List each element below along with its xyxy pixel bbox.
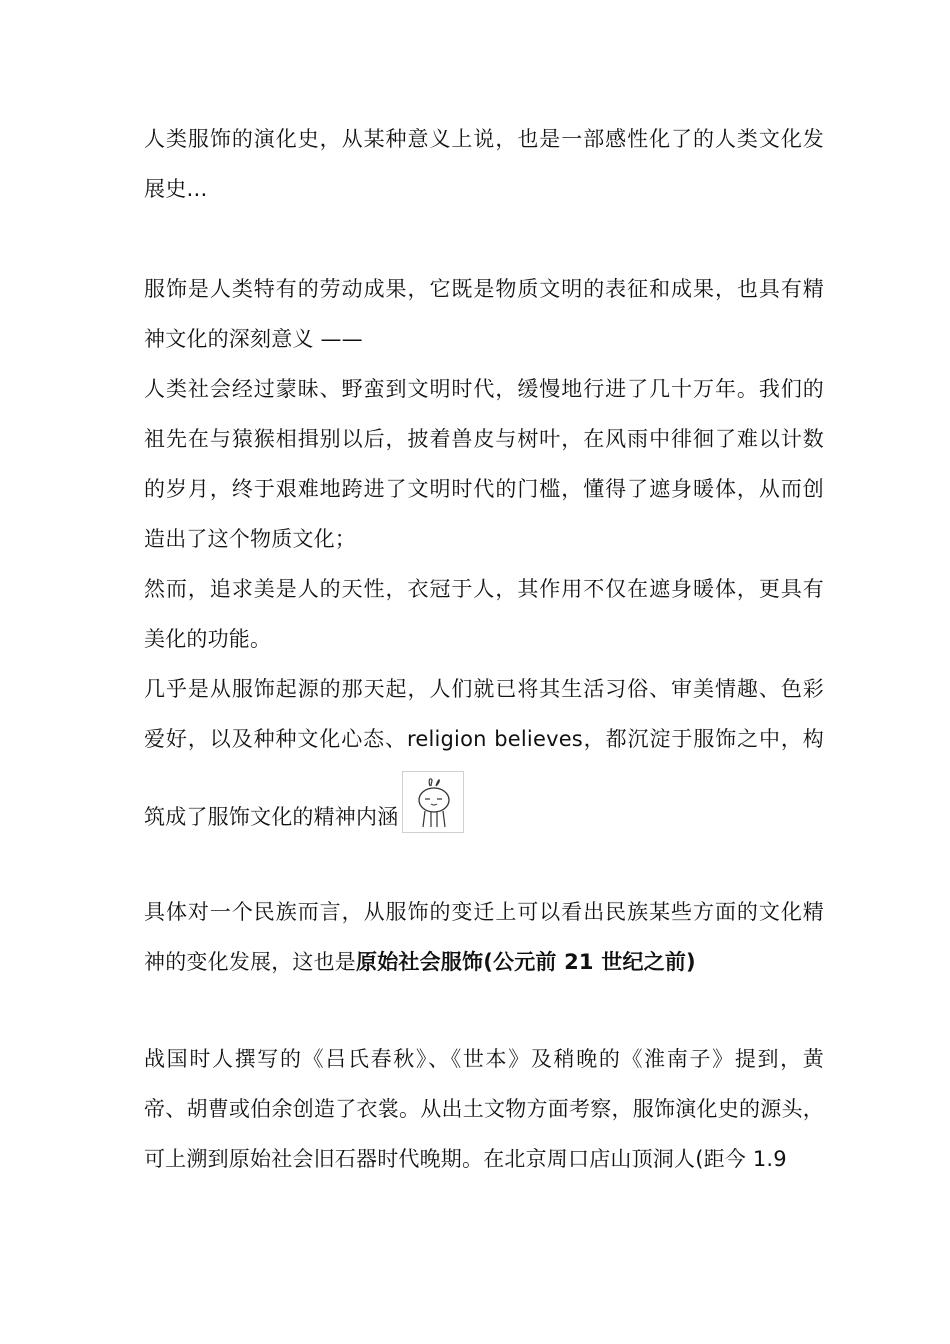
paragraph-line: 帝、胡曹或伯余创造了衣裳。从出土文物方面考察，服饰演化史的源头， xyxy=(144,1097,824,1121)
paragraph-line: 然而，追求美是人的天性，衣冠于人，其作用不仅在遮身暖体，更具有 xyxy=(144,577,824,601)
paragraph-line: 几乎是从服饰起源的那天起，人们就已将其生活习俗、审美情趣、色彩 xyxy=(144,677,824,701)
line-text: 神的变化发展，这也是 xyxy=(144,950,356,974)
paragraph-line xyxy=(144,947,824,977)
paragraph-line: 的岁月，终于艰难地跨进了文明时代的门槛，懂得了遮身暖体，从而创 xyxy=(144,477,824,501)
rabbit-emoticon-icon xyxy=(402,771,464,833)
paragraph-line: 人类社会经过蒙昧、野蛮到文明时代，缓慢地行进了几十万年。我们的 xyxy=(144,377,824,401)
paragraph-line: 展史… xyxy=(144,177,208,201)
paragraph-line: 战国时人撰写的《吕氏春秋》、《世本》及稍晚的《淮南子》提到，黄 xyxy=(144,1047,824,1071)
paragraph-line: 爱好，以及种种文化心态、religion believes，都沉淀于服饰之中，构 xyxy=(144,727,824,751)
section-heading: 原始社会服饰(公元前 21 世纪之前) xyxy=(356,950,696,974)
paragraph-line: 服饰是人类特有的劳动成果，它既是物质文明的表征和成果，也具有精 xyxy=(144,277,824,301)
paragraph-line: 神文化的深刻意义 —— xyxy=(144,327,363,351)
paragraph-line: 造出了这个物质文化； xyxy=(144,527,356,551)
paragraph-line: 人类服饰的演化史，从某种意义上说，也是一部感性化了的人类文化发 xyxy=(144,127,824,151)
paragraph-line: 具体对一个民族而言，从服饰的变迁上可以看出民族某些方面的文化精 xyxy=(144,900,824,924)
paragraph-line: 可上溯到原始社会旧石器时代晚期。在北京周口店山顶洞人(距今 1.9 xyxy=(144,1147,787,1171)
paragraph-line: 美化的功能。 xyxy=(144,627,272,651)
paragraph-line: 祖先在与猿猴相揖别以后，披着兽皮与树叶，在风雨中徘徊了难以计数 xyxy=(144,427,824,451)
paragraph-line: 筑成了服饰文化的精神内涵 xyxy=(144,805,399,829)
